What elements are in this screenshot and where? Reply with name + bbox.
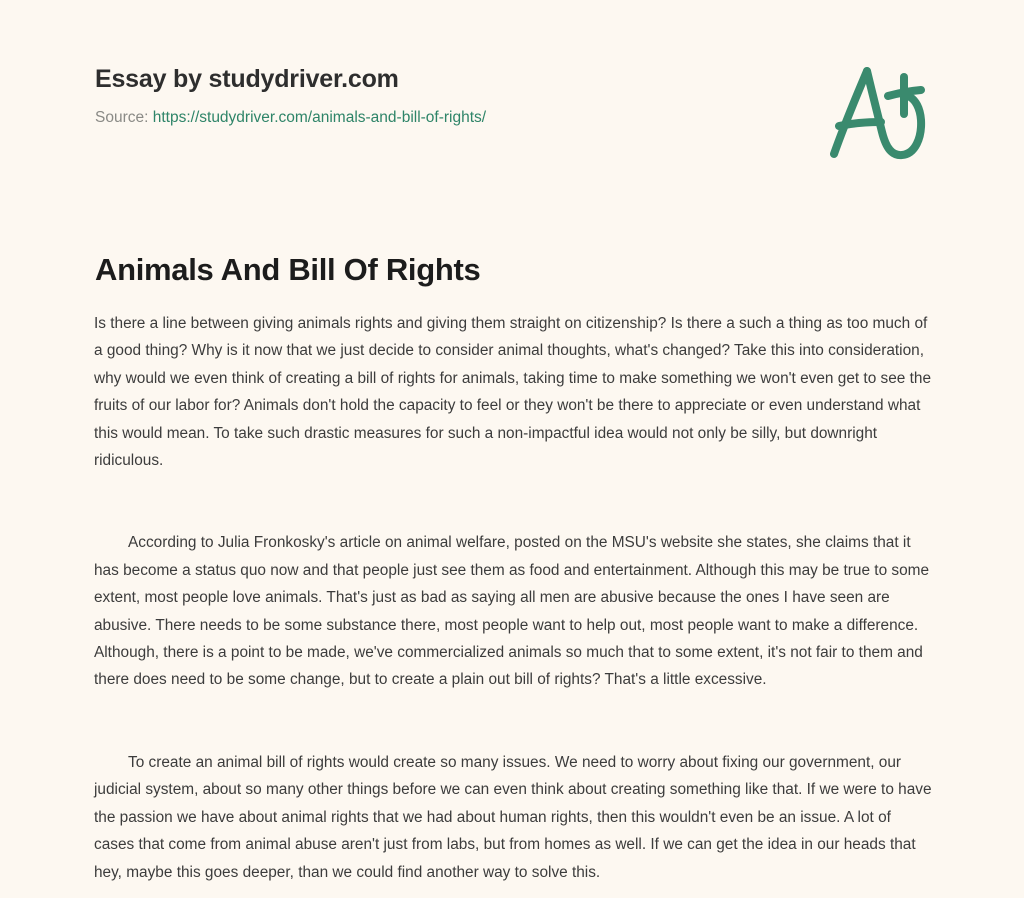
essay-paragraph: To create an animal bill of rights would create so many issues. We need to worry about fixing our government, our judicial system, about so many other things before we can even think about creating something like that. If we were to have the passion we have about animal rights that we had about human rights, then this wouldn't even be an issue. A lot of cases that come from animal abuse aren't just from labs, but from homes as well. If we can get the idea in our heads that hey, maybe this goes deeper, than we could find another way to solve this.	[94, 753, 932, 881]
essay-paragraph: According to Julia Fronkosky's article on animal welfare, posted on the MSU's website she states, she claims that it has become a status quo now and that people just see them as food and entertainment. Although this may be true to some extent, most people love animals. That's just as bad as saying all men are abusive because the ones I have seen are abusive. There needs to be some substance there, most people want to help out, most people want to make a difference. Although, there is a point to be made, we've commercialized animals so much that to some extent, it's not fair to them and there does need to be some change, but to create a plain out bill of rights? That's a little excessive.	[94, 534, 930, 689]
a-plus-icon	[812, 58, 937, 168]
source-label: Source:	[95, 109, 149, 126]
studydriver-logo[interactable]	[812, 58, 937, 168]
source-line	[95, 108, 795, 128]
essay-body	[94, 310, 932, 886]
source-url-link[interactable]: https://studydriver.com/animals-and-bill-of-rights/	[152, 109, 487, 126]
essay-paragraph: Is there a line between giving animals rights and giving them straight on citizenship? Is there a such a thing as too much of a good thing? Why is it now that we just decide to consider animal thoughts, what's changed? Take this into consideration, why would we even think of creating a bill of rights for animals, taking time to make something we won't even get to see the fruits of our labor for? Animals don't hold the capacity to feel or they won't be there to appreciate or even understand what this would mean. To take such drastic measures for such a non-impactful idea would not only be silly, but downright ridiculous.	[94, 315, 932, 470]
brand-heading: Essay by studydriver.com	[95, 65, 399, 93]
page-header	[95, 64, 795, 128]
page-title: Animals And Bill Of Rights	[95, 252, 481, 287]
